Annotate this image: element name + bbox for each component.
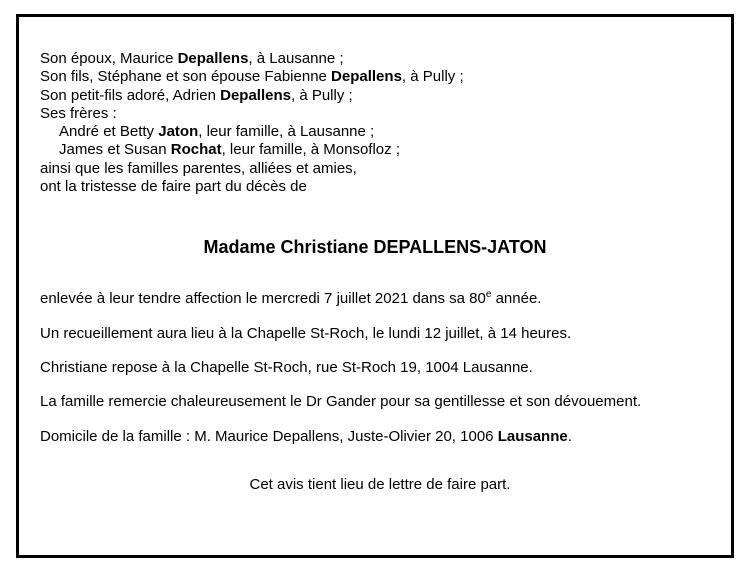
family-line-brothers-heading: Ses frères : — [40, 104, 117, 122]
family-line-brother-1: André et Betty Jaton, leur famille, à Lausanne ; — [59, 123, 375, 141]
family-line-brother-2: James et Susan Rochat, leur famille, à Monsofloz ; — [59, 141, 400, 159]
obituary-notice — [40, 50, 690, 494]
family-line-grandson: Son petit-fils adoré, Adrien Depallens, à Pully ; — [40, 86, 353, 104]
family-line-relatives: ainsi que les familles parentes, alliées et amies, — [40, 159, 357, 177]
closing-note: Cet avis tient lieu de lettre de faire part. — [249, 475, 511, 493]
paragraph-family-address: Domicile de la famille : M. Maurice Depallens, Juste-Olivier 20, 1006 Lausanne. — [40, 427, 572, 445]
deceased-name: Madame Christiane DEPALLENS-JATON — [203, 237, 547, 258]
family-line-spouse: Son époux, Maurice Depallens, à Lausanne ; — [40, 50, 344, 67]
paragraph-rest-place: Christiane repose à la Chapelle St-Roch, rue St-Roch 19, 1004 Lausanne. — [40, 358, 533, 376]
paragraph-ceremony: Un recueillement aura lieu à la Chapelle St-Roch, le lundi 12 juillet, à 14 heures. — [40, 324, 572, 342]
family-line-announcement: ont la tristesse de faire part du décès de — [40, 178, 307, 196]
family-list — [40, 50, 690, 196]
paragraph-passing: enlevée à leur tendre affection le mercredi 7 juillet 2021 dans sa 80e année. — [40, 289, 542, 308]
family-line-son: Son fils, Stéphane et son épouse Fabienne Depallens, à Pully ; — [40, 68, 464, 86]
paragraph-thanks: La famille remercie chaleureusement le Dr Gander pour sa gentillesse et son dévouement. — [40, 393, 642, 411]
